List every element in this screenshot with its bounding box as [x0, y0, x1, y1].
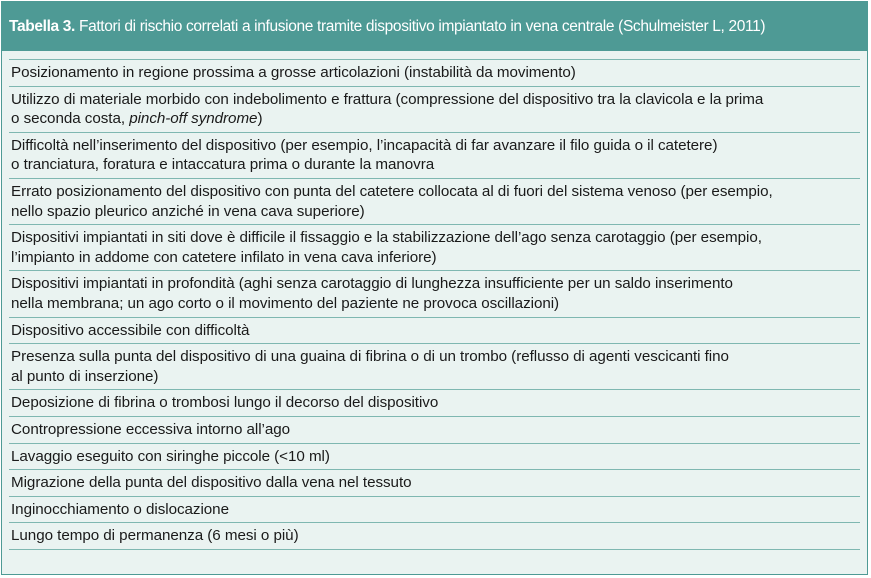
row-text: Lavaggio eseguito con siringhe piccole (<10 ml)	[11, 447, 330, 465]
row-text-line	[11, 321, 860, 341]
table-row	[9, 344, 860, 390]
table-row	[9, 179, 860, 225]
row-text-line	[11, 63, 860, 83]
row-text: Inginocchiamento o dislocazione	[11, 500, 229, 518]
row-text: Dispositivi impiantati in profondità (aghi senza carotaggio di lunghezza insufficiente per un saldo inserimento	[11, 275, 733, 293]
row-text: Errato posizionamento del dispositivo con punta del catetere collocata al di fuori del sistema venoso (per esempio,	[11, 182, 773, 200]
row-text: Lungo tempo di permanenza (6 mesi o più)	[11, 527, 299, 545]
risk-factors-table	[1, 1, 868, 575]
row-text-line	[11, 500, 860, 520]
row-text-line	[11, 447, 860, 467]
row-text: Posizionamento in regione prossima a grosse articolazioni (instabilità da movimento)	[11, 64, 576, 81]
row-text-line	[11, 248, 860, 268]
row-text-line	[11, 367, 860, 387]
row-text-line	[11, 347, 860, 367]
table-row	[9, 470, 860, 497]
row-text-line	[11, 136, 860, 156]
table-row	[9, 390, 860, 417]
table-label: Tabella 3.	[9, 18, 75, 35]
row-text-line	[11, 473, 860, 493]
table-row	[9, 225, 860, 271]
row-text: nella membrana; un ago corto o il movimento del paziente ne provoca oscillazioni)	[11, 294, 560, 312]
row-text-line	[11, 274, 860, 294]
table-row	[9, 318, 860, 345]
table-row	[9, 60, 860, 87]
row-text-line	[11, 202, 860, 222]
row-text-tail: )	[257, 110, 263, 128]
row-text-line	[11, 393, 860, 413]
row-text: Contropressione eccessiva intorno all’ago	[11, 420, 291, 438]
row-text: o tranciatura, foratura e intaccatura prima o durante la manovra	[11, 156, 435, 174]
row-text-line	[11, 155, 860, 175]
row-text: Difficoltà nell’inserimento del dispositivo (per esempio, l’incapacità di far avanzare il filo guida o il catetere)	[11, 136, 718, 154]
table-row	[9, 87, 860, 133]
row-text: o seconda costa,	[11, 110, 130, 128]
row-text-line	[11, 90, 860, 110]
row-text-line	[11, 109, 860, 129]
table-row	[9, 271, 860, 317]
table-row	[9, 497, 860, 524]
table-body	[9, 59, 860, 550]
table-row	[9, 133, 860, 179]
row-text-line	[11, 182, 860, 202]
table-caption	[2, 2, 867, 51]
table-row	[9, 444, 860, 471]
row-text: Migrazione della punta del dispositivo dalla vena nel tessuto	[11, 474, 412, 492]
row-text: nello spazio pleurico anziché in vena cava superiore)	[11, 202, 365, 220]
row-text: Dispositivo accessibile con difficoltà	[11, 321, 250, 339]
row-text: l’impianto in addome con catetere infilato in vena cava inferiore)	[11, 248, 437, 266]
row-text-line	[11, 294, 860, 314]
row-text: Dispositivi impiantati in siti dove è difficile il fissaggio e la stabilizzazione dell’ago senza carotaggio (per esempio,	[11, 229, 762, 247]
row-text-line	[11, 420, 860, 440]
table-row	[9, 417, 860, 444]
row-text: Utilizzo di materiale morbido con indebolimento e frattura (compressione del dispositivo tra la clavicola e la prima	[11, 90, 764, 108]
row-text: al punto di inserzione)	[11, 367, 159, 385]
row-text-line	[11, 526, 860, 546]
row-text: Presenza sulla punta del dispositivo di una guaina di fibrina o di un trombo (reflusso di agenti vescicanti fino	[11, 348, 729, 366]
table-row	[9, 523, 860, 550]
row-text-line	[11, 228, 860, 248]
row-text: Deposizione di fibrina o trombosi lungo il decorso del dispositivo	[11, 394, 439, 412]
row-italic-term: pinch-off syndrome	[129, 110, 258, 128]
table-title: Fattori di rischio correlati a infusione tramite dispositivo impiantato in vena centrale (Schulmeister L, 2011)	[75, 18, 766, 35]
